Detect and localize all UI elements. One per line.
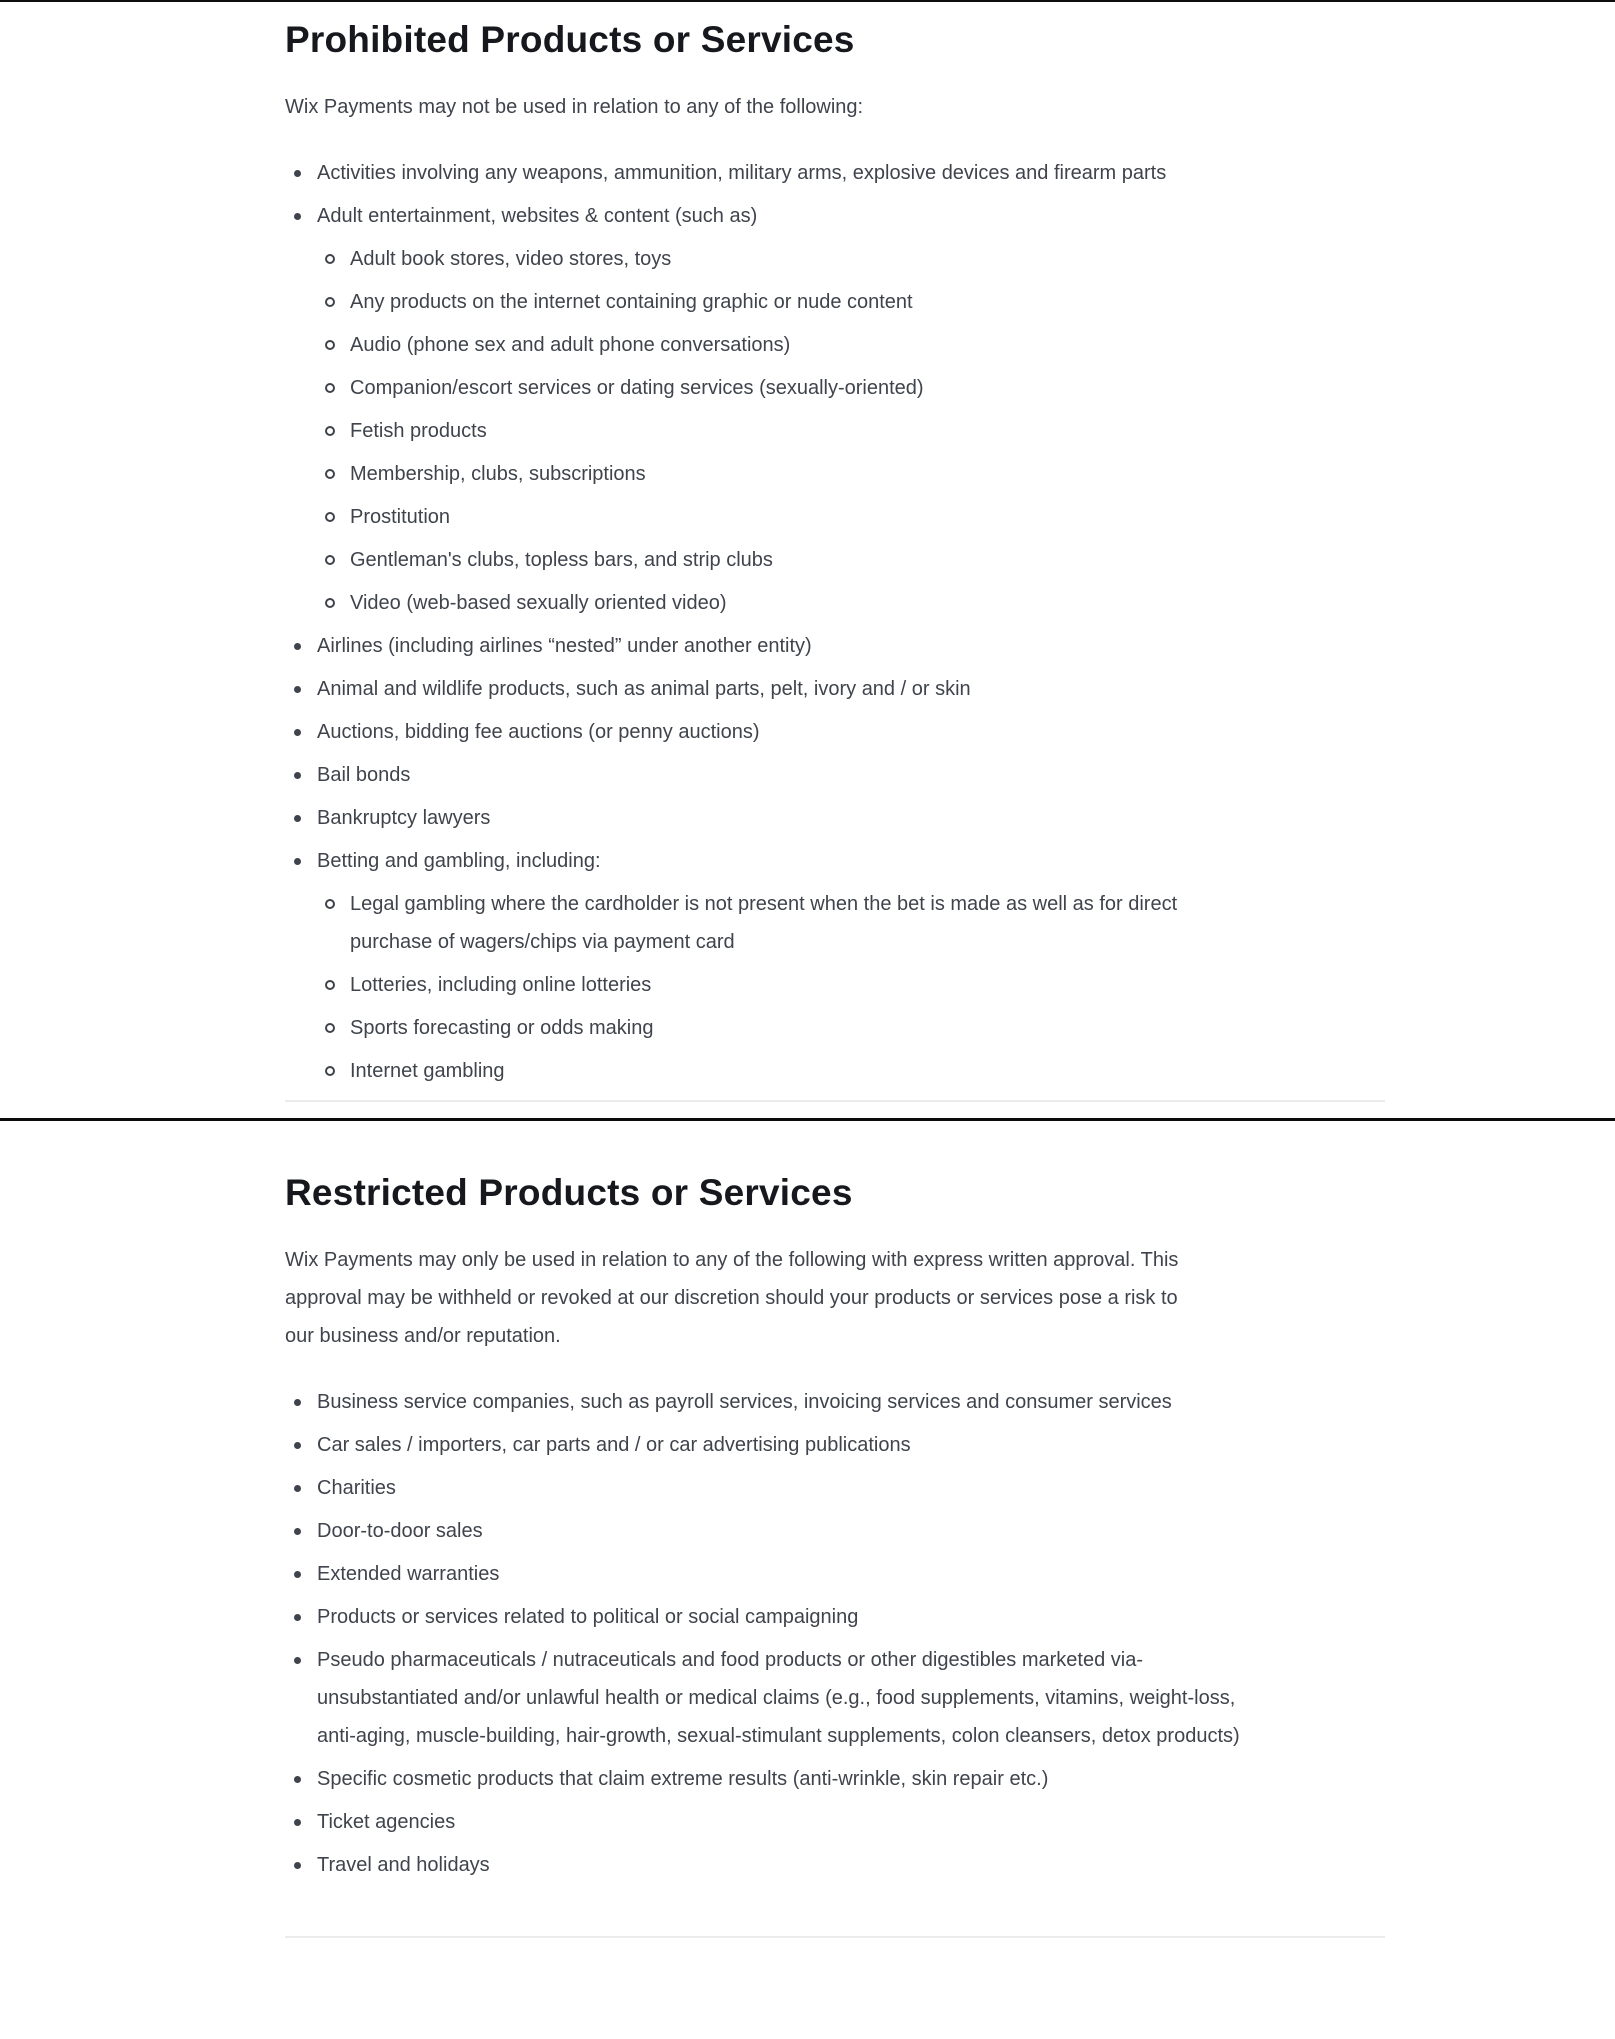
sub-list-item [350,966,1200,1004]
list-item-text: Auctions, bidding fee auctions (or penny auctions) [317,721,760,743]
prohibited-list [285,154,1615,1090]
bullet-icon [294,772,301,779]
sub-list-item [350,584,1200,622]
bullet-icon [294,1776,301,1783]
circle-bullet-icon [325,469,335,479]
bullet-icon [294,1819,301,1826]
circle-bullet-icon [325,254,335,264]
sub-list-item-text: Legal gambling where the cardholder is not present when the bet is made as well as for direct purchase of wagers/chips via payment card [350,893,1178,953]
bullet-icon [294,1442,301,1449]
sub-list-item-text: Video (web-based sexually oriented video) [350,592,727,614]
circle-bullet-icon [325,383,335,393]
bullet-icon [294,1657,301,1664]
section-title-prohibited: Prohibited Products or Services [285,19,855,60]
section-intro-prohibited: Wix Payments may not be used in relation to any of the following: [285,96,864,118]
list-item-text: Specific cosmetic products that claim extreme results (anti-wrinkle, skin repair etc.) [317,1768,1049,1790]
sub-list-item-text: Fetish products [350,420,487,442]
sub-list-item-text: Lotteries, including online lotteries [350,974,652,996]
sub-list-item-text: Gentleman's clubs, topless bars, and strip clubs [350,549,773,571]
list-item [317,197,1242,622]
list-item [317,756,1242,794]
list-item-text: Airlines (including airlines “nested” under another entity) [317,635,812,657]
sub-list-item [350,283,1200,321]
circle-bullet-icon [325,297,335,307]
list-item-text: Products or services related to political or social campaigning [317,1606,859,1628]
bullet-icon [294,1399,301,1406]
list-item-text: Charities [317,1477,396,1499]
list-item [317,1469,1242,1507]
sub-list-item-text: Prostitution [350,506,451,528]
bullet-icon [294,213,301,220]
sub-list-item-text: Adult book stores, video stores, toys [350,248,672,270]
list-item [317,713,1242,751]
bullet-icon [294,1571,301,1578]
sub-list-item [350,885,1200,961]
circle-bullet-icon [325,980,335,990]
bullet-icon [294,815,301,822]
circle-bullet-icon [325,1066,335,1076]
circle-bullet-icon [325,340,335,350]
sub-list-item [350,412,1200,450]
bullet-icon [294,643,301,650]
restricted-list [285,1383,1615,1884]
content-divider [285,1936,1385,1938]
bullet-icon [294,170,301,177]
list-item-text: Car sales / importers, car parts and / or car advertising publications [317,1434,911,1456]
list-item [317,670,1242,708]
list-item [317,799,1242,837]
sub-list-item-text: Sports forecasting or odds making [350,1017,654,1039]
section-intro-restricted: Wix Payments may only be used in relation to any of the following with express written approval. This approval may be withheld or revoked at our discretion should your products or services pose a risk to our business and/or reputation. [285,1249,1179,1347]
section-prohibited [0,2,1615,1102]
list-item-text: Door-to-door sales [317,1520,483,1542]
circle-bullet-icon [325,1023,335,1033]
list-item [317,627,1242,665]
sub-list-item-text: Audio (phone sex and adult phone conversations) [350,334,791,356]
sub-list-item [350,498,1200,536]
list-item-text: Bail bonds [317,764,411,786]
list-item [317,1512,1242,1550]
list-item-text: Ticket agencies [317,1811,456,1833]
bullet-icon [294,1862,301,1869]
list-item-text: Travel and holidays [317,1854,490,1876]
list-item [317,1803,1242,1841]
list-item [317,1598,1242,1636]
list-item [317,1555,1242,1593]
sub-list-item [350,369,1200,407]
list-item [317,154,1242,192]
sub-list-item-text: Companion/escort services or dating services (sexually-oriented) [350,377,924,399]
list-item-text: Extended warranties [317,1563,500,1585]
list-item [317,1383,1242,1421]
section-restricted [0,1121,1615,1938]
list-item [317,1760,1242,1798]
sub-list-item-text: Internet gambling [350,1060,505,1082]
list-item-text: Bankruptcy lawyers [317,807,491,829]
sub-list-item [350,455,1200,493]
section-prohibited-content [0,2,1615,1102]
sub-list [317,240,1242,622]
sub-list-item-text: Any products on the internet containing graphic or nude content [350,291,913,313]
sub-list-item [350,326,1200,364]
section-restricted-content [0,1121,1615,1938]
list-item-text: Activities involving any weapons, ammunition, military arms, explosive devices and firearm parts [317,162,1167,184]
list-item-text: Adult entertainment, websites & content (such as) [317,205,758,227]
circle-bullet-icon [325,512,335,522]
sub-list-item [350,1052,1200,1090]
sub-list-item [350,1009,1200,1047]
list-item-text: Business service companies, such as payroll services, invoicing services and consumer services [317,1391,1172,1413]
sub-list-item [350,541,1200,579]
list-item-text: Animal and wildlife products, such as animal parts, pelt, ivory and / or skin [317,678,971,700]
bullet-icon [294,1528,301,1535]
list-item [317,1846,1242,1884]
circle-bullet-icon [325,426,335,436]
section-title-restricted: Restricted Products or Services [285,1172,853,1213]
sub-list-item [350,240,1200,278]
bullet-icon [294,1485,301,1492]
bullet-icon [294,729,301,736]
bullet-icon [294,686,301,693]
sub-list-item-text: Membership, clubs, subscriptions [350,463,646,485]
circle-bullet-icon [325,899,335,909]
bullet-icon [294,858,301,865]
list-item-text: Betting and gambling, including: [317,850,601,872]
bullet-icon [294,1614,301,1621]
sub-list [317,885,1242,1090]
list-item-text: Pseudo pharmaceuticals / nutraceuticals and food products or other digestibles marketed via-unsubstantiated and/or unlawful health or medical claims (e.g., food supplements, vitamins, weight-loss, anti-aging, muscle-building, hair-growth, sexual-stimulant supplements, colon cleansers, detox products) [317,1649,1240,1747]
content-divider [285,1100,1385,1102]
circle-bullet-icon [325,598,335,608]
list-item [317,1426,1242,1464]
circle-bullet-icon [325,555,335,565]
list-item [317,842,1242,1090]
list-item [317,1641,1242,1755]
